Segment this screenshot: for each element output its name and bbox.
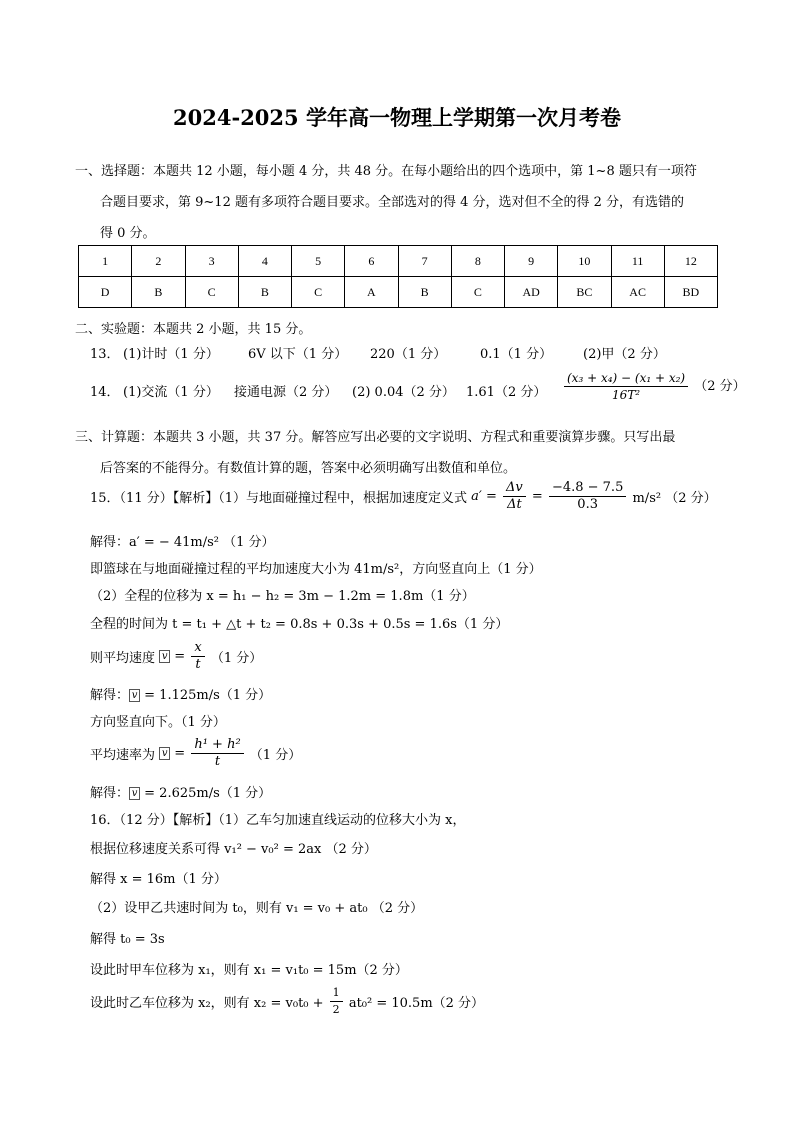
q15-line5: 全程的时间为 t = t₁ + △t + t₂ = 0.8s + 0.3s + 0.5s = 1.6s（1 分）: [90, 617, 509, 632]
q15-line3: 即篮球在与地面碰撞过程的平均加速度大小为 41m/s²，方向竖直向上（1 分）: [90, 562, 542, 577]
question-number: 7: [398, 246, 451, 277]
question-number: 4: [238, 246, 291, 277]
q13-label: 13．: [90, 347, 120, 362]
q14-formula-score: （2 分）: [694, 379, 746, 394]
question-number: 12: [664, 246, 717, 277]
q15-line6-prefix: 则平均速度: [90, 651, 156, 666]
q16-line3: 解得 x = 16m（1 分）: [90, 872, 227, 887]
q13-part: (1)计时（1 分）: [123, 347, 219, 362]
question-number: 11: [611, 246, 664, 277]
question-number: 2: [132, 246, 185, 277]
q14-part: 1.61（2 分）: [466, 385, 547, 400]
q15-line10: [90, 782, 271, 801]
q16-line2: 根据位移速度关系可得 v₁² − v₀² = 2ax （2 分）: [90, 842, 377, 857]
answer-table-answer-row: [79, 277, 718, 308]
q15-line2: 解得：a′ = − 41m/s² （1 分）: [90, 535, 275, 550]
q16-line7-prefix: 设此时乙车位移为 x₂，则有 x₂ = v₀t₀ +: [90, 996, 324, 1011]
answer-cell: D: [79, 277, 132, 308]
answer-cell: C: [185, 277, 238, 308]
q16-line6: 设此时甲车位移为 x₁，则有 x₁ = v₁t₀ = 15m（2 分）: [90, 963, 408, 978]
q16-line7-frac-den: 2: [332, 1003, 340, 1016]
q14-part: 接通电源（2 分）: [234, 385, 338, 400]
q15-line6-post: （1 分）: [210, 651, 263, 666]
q15-line10-prefix: 解得：: [90, 786, 130, 801]
answer-cell: BD: [664, 277, 717, 308]
q15-eq: =: [531, 489, 543, 504]
section1-line1: 一、选择题：本题共 12 小题，每小题 4 分，共 48 分。在每小题给出的四个选项中，第 1~8 题只有一项符: [75, 164, 697, 179]
answer-table-number-row: [79, 246, 718, 277]
q14-label: 14．: [90, 385, 120, 400]
answer-cell: C: [451, 277, 504, 308]
q13-part: 0.1（1 分）: [480, 347, 553, 362]
question-number: 1: [79, 246, 132, 277]
q15-line6-frac-den: t: [195, 657, 201, 672]
q15-line4: （2）全程的位移为 x = h₁ − h₂ = 3m − 1.2m = 1.8m（1 分）: [90, 589, 475, 604]
q16-line7-frac-num: 1: [330, 985, 343, 1002]
q15-line8: 方向竖直向下。（1 分）: [90, 715, 226, 730]
q15-line6: 则平均速度 v = $\frac{x}{t}$ （1 分）: [90, 640, 263, 672]
q15-line9-post: （1 分）: [249, 748, 302, 763]
q15-line7-value: = 1.125m/s（1 分）: [144, 688, 272, 703]
section1-line3: 得 0 分。: [100, 226, 156, 241]
q15-line9-prefix: 平均速率为: [90, 748, 156, 763]
speed-symbol: v: [159, 747, 170, 760]
velocity-symbol: v: [159, 650, 170, 663]
page-title: 2024-2025 学年高一物理上学期第一次月考卷: [173, 105, 621, 130]
q15-frac1-num: Δv: [503, 480, 526, 497]
q15-line7-prefix: 解得：: [90, 688, 130, 703]
q16-line7-post: at₀² = 10.5m（2 分）: [348, 996, 485, 1011]
section1-line2: 合题目要求，第 9~12 题有多项符合题目要求。全部选对的得 4 分，选对但不全的得 2 分，有选错的: [100, 195, 685, 210]
q15-frac2-den: 0.3: [577, 497, 598, 512]
question-number: 10: [558, 246, 611, 277]
answer-cell: C: [292, 277, 345, 308]
q16-line4: （2）设甲乙共速时间为 t₀，则有 v₁ = v₀ + at₀ （2 分）: [90, 901, 424, 916]
q15-line10-value: = 2.625m/s（1 分）: [144, 786, 272, 801]
answer-cell: A: [345, 277, 398, 308]
q16-line1: 16．（12 分）【解析】（1）乙车匀加速直线运动的位移大小为 x，: [90, 813, 466, 828]
answer-cell: BC: [558, 277, 611, 308]
section3-line2: 后答案的不能得分。有数值计算的题，答案中必须明确写出数值和单位。: [100, 461, 517, 476]
q14-part: (2) 0.04（2 分）: [352, 385, 455, 400]
question-number: 5: [292, 246, 345, 277]
q13-part: 6V 以下（1 分）: [248, 347, 348, 362]
q16-line5: 解得 t₀ = 3s: [90, 932, 165, 947]
question-number: 6: [345, 246, 398, 277]
q15-line6-frac-num: x: [191, 640, 204, 657]
speed-symbol: v: [129, 787, 140, 800]
q14-part: (1)交流（1 分）: [123, 385, 219, 400]
q13-part: (2)甲（2 分）: [583, 347, 666, 362]
q15-frac1-den: Δt: [507, 497, 522, 512]
q16-line7: [90, 985, 484, 1018]
q15-line9: 平均速率为 v = $\frac{\text{h¹ + h²}}{t}$ （1 分）: [90, 737, 302, 769]
q14-formula-denominator: 16T²: [612, 388, 641, 402]
q14-formula: [562, 370, 746, 403]
section2-header: 二、实验题：本题共 2 小题，共 15 分。: [75, 322, 312, 337]
q15-unit: m/s² （2 分）: [632, 491, 717, 506]
q15-intro: 15．（11 分）【解析】（1）与地面碰撞过程中，根据加速度定义式: [90, 491, 467, 506]
velocity-symbol: v: [129, 689, 140, 702]
q14-formula-numerator: (x₃ + x₄) − (x₁ + x₂): [564, 370, 688, 387]
question-number: 9: [505, 246, 558, 277]
answer-cell: AC: [611, 277, 664, 308]
answer-cell: B: [398, 277, 451, 308]
q13-part: 220（1 分）: [370, 347, 447, 362]
question-number: 3: [185, 246, 238, 277]
q15-line9-frac-num: h¹ + h²: [191, 737, 243, 754]
answer-cell: AD: [505, 277, 558, 308]
question-number: 8: [451, 246, 504, 277]
answer-table: [78, 245, 718, 308]
q15-frac2-num: −4.8 − 7.5: [549, 480, 626, 497]
answer-cell: B: [238, 277, 291, 308]
q15-line7: [90, 684, 271, 703]
q15-line1: [90, 480, 717, 513]
q15-line9-frac-den: t: [214, 754, 221, 769]
q15-a-prime: a′ =: [471, 489, 497, 504]
answer-cell: B: [132, 277, 185, 308]
section3-line1: 三、计算题：本题共 3 小题，共 37 分。解答应写出必要的文字说明、方程式和重要演算步骤。只写出最: [75, 430, 676, 445]
